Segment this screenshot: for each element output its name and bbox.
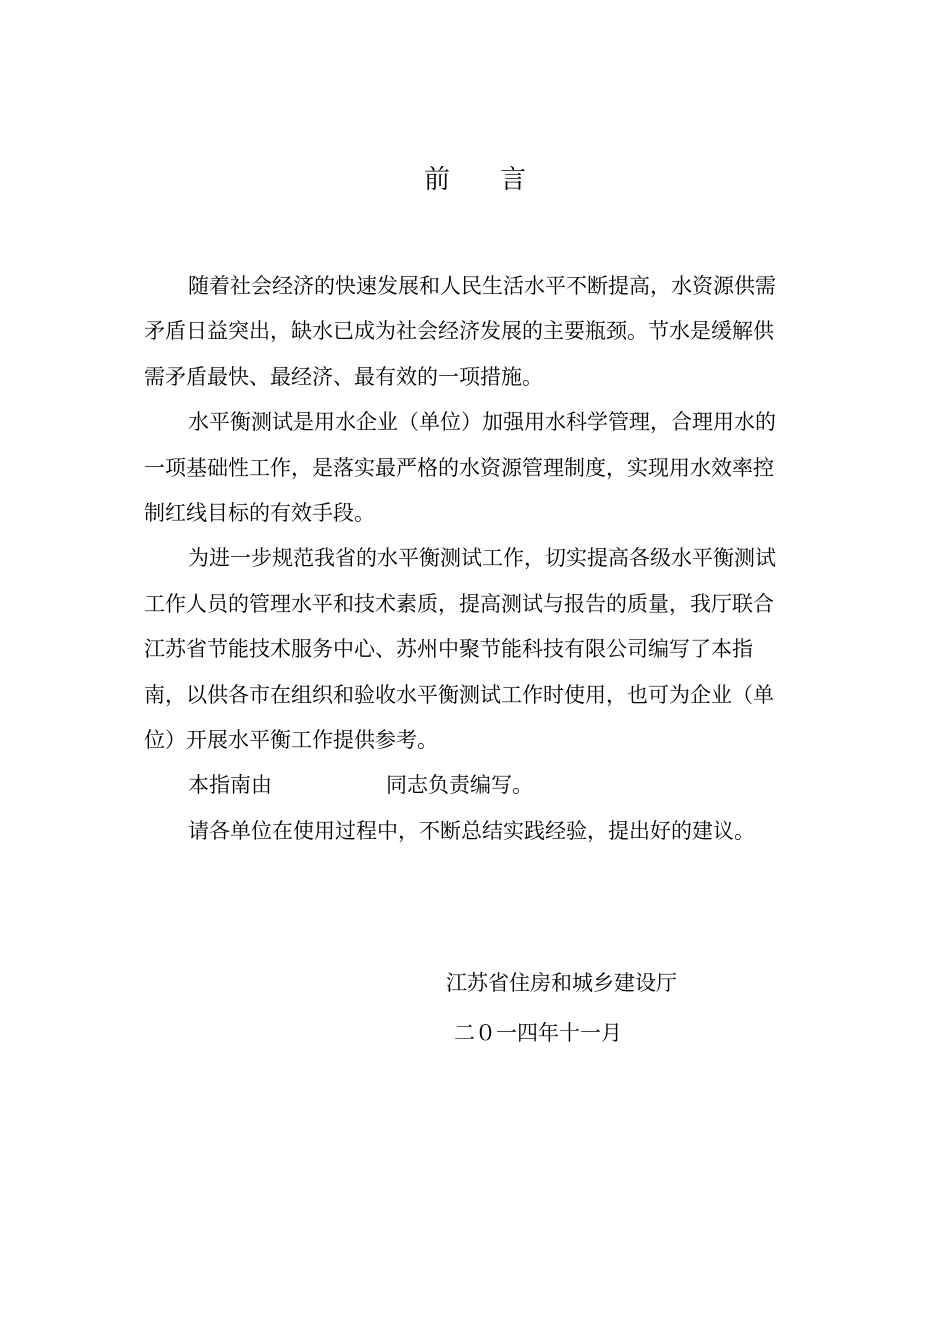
paragraph-line: 位）开展水平衡工作提供参考。 — [144, 728, 438, 753]
paragraph-line: 制红线目标的有效手段。 — [144, 501, 375, 526]
signature-organization: 江苏省住房和城乡建设厅 — [446, 971, 677, 995]
preface-body — [144, 264, 816, 854]
paragraph-4 — [144, 763, 816, 808]
paragraph-line: 水平衡测试是用水企业（单位）加强用水科学管理，合理用水的 — [188, 410, 776, 435]
paragraph-line: 需矛盾最快、最经济、最有效的一项措施。 — [144, 364, 543, 389]
paragraph-5 — [144, 809, 816, 854]
paragraph-line — [144, 763, 816, 808]
paragraph-line: 江苏省节能技术服务中心、苏州中聚节能科技有限公司编写了本指 — [144, 637, 753, 662]
page-title — [0, 160, 950, 200]
paragraph-3 — [144, 536, 816, 763]
paragraph-1 — [144, 264, 816, 400]
author-suffix: 同志负责编写。 — [386, 773, 533, 798]
signature-date: 二０一四年十一月 — [454, 1021, 622, 1045]
title-char-1: 前 — [423, 165, 450, 195]
title-char-2: 言 — [500, 165, 527, 195]
paragraph-line: 南，以供各市在组织和验收水平衡测试工作时使用，也可为企业（单 — [144, 682, 774, 707]
paragraph-line: 请各单位在使用过程中，不断总结实践经验，提出好的建议。 — [188, 818, 755, 843]
paragraph-line: 工作人员的管理水平和技术素质，提高测试与报告的质量，我厅联合 — [144, 591, 774, 616]
paragraph-line: 为进一步规范我省的水平衡测试工作，切实提高各级水平衡测试 — [188, 546, 776, 571]
paragraph-2 — [144, 400, 816, 536]
paragraph-line: 矛盾日益突出，缺水已成为社会经济发展的主要瓶颈。节水是缓解供 — [144, 319, 774, 344]
paragraph-line: 一项基础性工作，是落实最严格的水资源管理制度，实现用水效率控 — [144, 455, 774, 480]
author-prefix: 本指南由 — [188, 773, 272, 798]
paragraph-line: 随着社会经济的快速发展和人民生活水平不断提高，水资源供需 — [188, 274, 776, 298]
